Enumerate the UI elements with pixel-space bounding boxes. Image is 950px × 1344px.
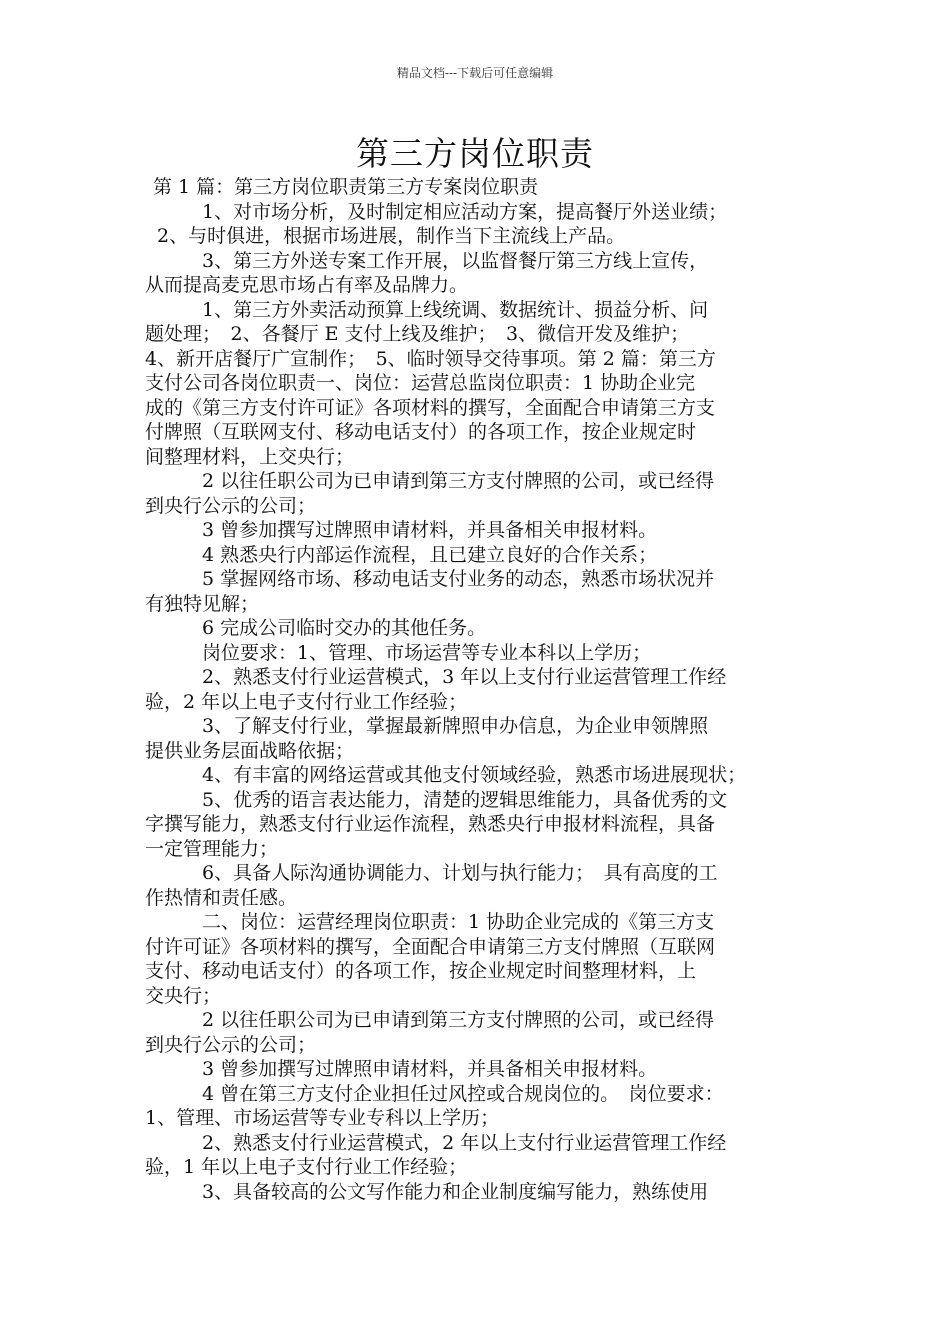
document-title: 第三方岗位职责 [356, 134, 594, 173]
body-line: 3、具备较高的公文写作能力和企业制度编写能力，熟练使用 [202, 1180, 709, 1203]
body-line: 岗位要求：1、管理、市场运营等专业本科以上学历； [202, 641, 652, 664]
body-line: 3 曾参加撰写过牌照申请材料，并具备相关申报材料。 [202, 519, 658, 541]
body-line: 2、与时俱进，根据市场进展，制作当下主流线上产品。 [157, 225, 626, 247]
body-line: 一定管理能力； [145, 837, 279, 860]
body-line: 提供业务层面战略依据； [145, 739, 355, 762]
body-line: 1、对市场分析，及时制定相应活动方案，提高餐厅外送业绩； [202, 200, 728, 223]
body-line: 支付、移动电话支付）的各项工作，按企业规定时间整理材料，上 [145, 960, 697, 982]
body-line: 6 完成公司临时交办的其他任务。 [202, 617, 487, 639]
body-line: 验，1 年以上电子支付行业工作经验； [145, 1156, 468, 1178]
body-line: 2、熟悉支付行业运营模式，3 年以上支付行业运营管理工作经 [202, 666, 727, 688]
body-line: 到央行公示的公司； [145, 494, 317, 517]
document-body [145, 175, 813, 1204]
body-line: 二、岗位：运营经理岗位职责：1 协助企业完成的《第三方支 [202, 911, 715, 933]
body-line: 6、具备人际沟通协调能力、计划与执行能力； 具有高度的工 [202, 862, 718, 884]
body-line: 4 曾在第三方支付企业担任过风控或合规岗位的。 岗位要求： [202, 1082, 724, 1105]
body-line: 4、新开店餐厅广宣制作； 5、临时领导交待事项。第 2 篇：第三方 [145, 347, 716, 370]
body-line: 2 以往任职公司为已申请到第三方支付牌照的公司，或已经得 [202, 470, 715, 492]
body-line: 付许可证》各项材料的撰写，全面配合申请第三方支付牌照（互联网 [145, 935, 716, 958]
body-line: 第 1 篇：第三方岗位职责第三方专案岗位职责 [153, 176, 539, 198]
body-line: 5 掌握网络市场、移动电话支付业务的动态，熟悉市场状况并 [202, 568, 715, 590]
header-note: 精品文档---下载后可任意编辑 [396, 66, 554, 80]
body-line: 4 熟悉央行内部运作流程，且已建立良好的合作关系； [202, 543, 658, 566]
body-line: 验，2 年以上电子支付行业工作经验； [145, 690, 468, 713]
body-line: 1、管理、市场运营等专业专科以上学历； [145, 1107, 500, 1129]
body-line: 3 曾参加撰写过牌照申请材料，并具备相关申报材料。 [202, 1058, 658, 1080]
body-line: 作热情和责任感。 [145, 886, 298, 909]
body-line: 题处理； 2、各餐厅 E 支付上线及维护； 3、微信开发及维护； [145, 323, 690, 345]
body-line: 成的《第三方支付许可证》各项材料的撰写，全面配合申请第三方支 [145, 396, 716, 419]
body-line: 付牌照（互联网支付、移动电话支付）的各项工作，按企业规定时 [145, 421, 697, 443]
body-line: 1、第三方外卖活动预算上线统调、数据统计、损益分析、问 [202, 298, 709, 321]
body-line: 支付公司各岗位职责一、岗位：运营总监岗位职责：1 协助企业完 [145, 372, 696, 394]
body-line: 5、优秀的语言表达能力，清楚的逻辑思维能力，具备优秀的文 [202, 788, 728, 811]
body-line: 有独特见解； [145, 592, 260, 615]
body-line: 交央行； [145, 984, 222, 1007]
body-line: 3、了解支付行业，掌握最新牌照申办信息，为企业申领牌照 [202, 715, 709, 737]
body-line: 到央行公示的公司； [145, 1033, 317, 1056]
body-line: 间整理材料，上交央行； [145, 445, 355, 468]
body-line: 2、熟悉支付行业运营模式，2 年以上支付行业运营管理工作经 [202, 1131, 727, 1154]
body-line: 3、第三方外送专案工作开展，以监督餐厅第三方线上宣传， [202, 249, 709, 272]
body-line: 2 以往任职公司为已申请到第三方支付牌照的公司，或已经得 [202, 1009, 715, 1031]
body-line: 4、有丰富的网络运营或其他支付领域经验，熟悉市场进展现状； [202, 764, 747, 786]
body-line: 字撰写能力，熟悉支付行业运作流程，熟悉央行申报材料流程，具备 [145, 813, 716, 835]
body-line: 从而提高麦克思市场占有率及品牌力。 [145, 274, 469, 296]
